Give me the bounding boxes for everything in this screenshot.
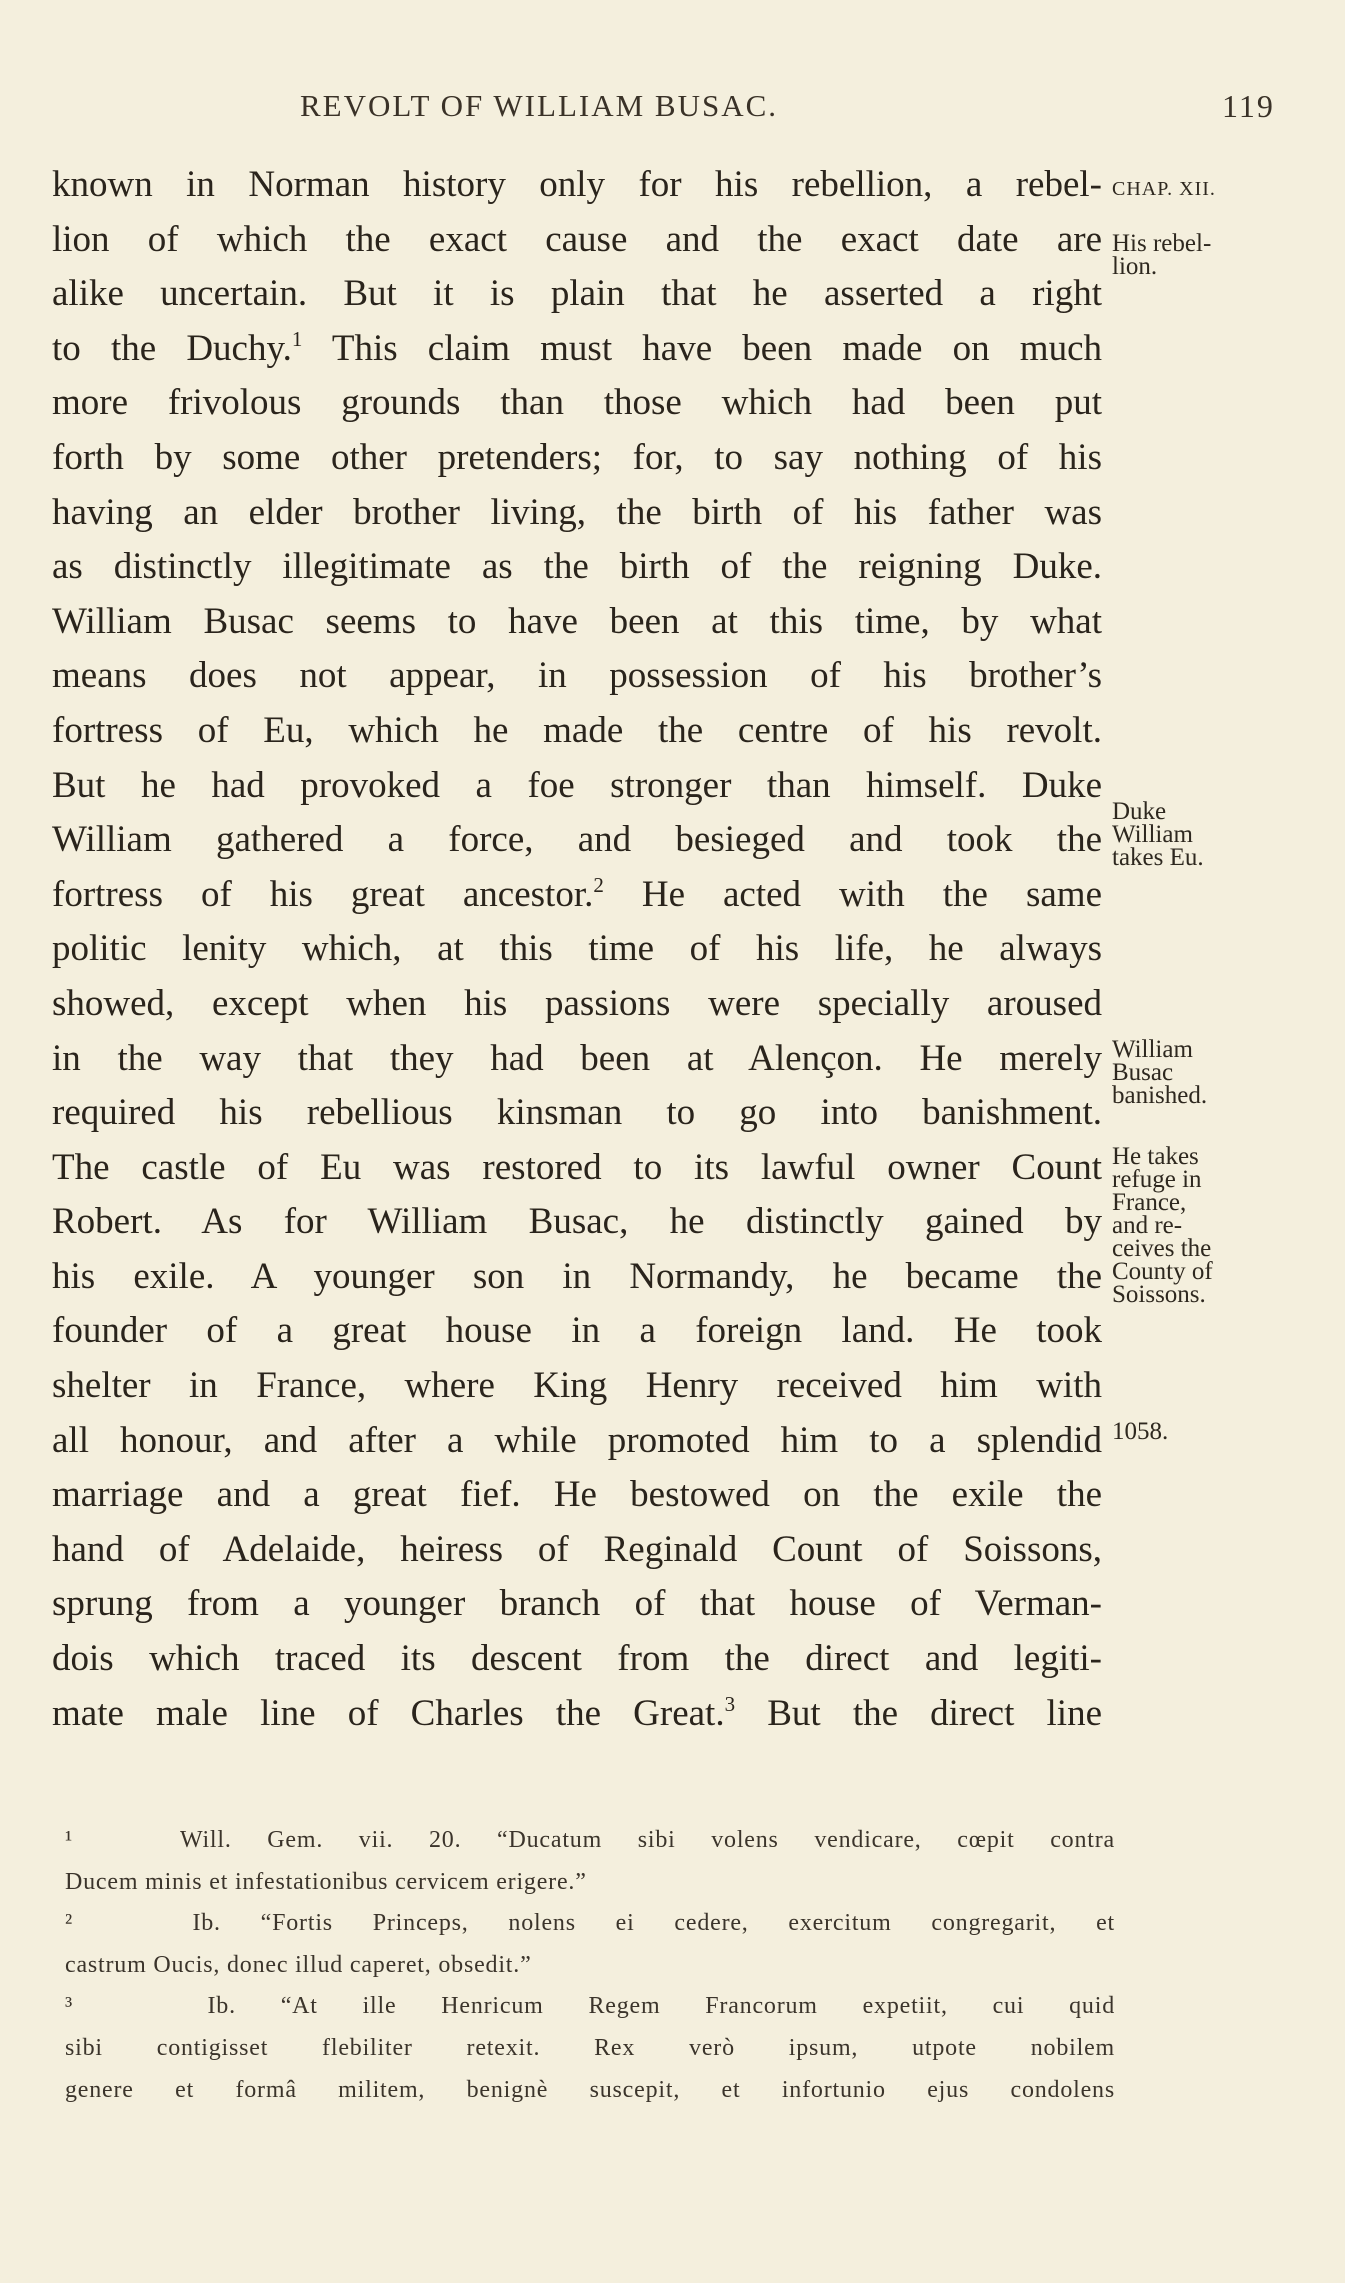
footnote-1-continued: Ducem minis et infestationibus cervicem erigere.”: [65, 1868, 587, 1895]
footnotes: [65, 1820, 1115, 2111]
page-number: 119: [1222, 88, 1275, 124]
margin-note-busac-banished: William Busac banished.: [1112, 1036, 1208, 1109]
footnote-3: [65, 1986, 1115, 2028]
text-line: [52, 1687, 1102, 1742]
margin-note-chapter: CHAP. XII.: [1112, 178, 1216, 200]
text-line: known in Norman history only for his rebellion, a rebel-: [52, 164, 1102, 205]
text-line: means does not appear, in possession of his brother’s: [52, 655, 1102, 697]
footnote-text: Will. Gem. vii. 20. “Ducatum sibi volens vendicare, cœpit contra: [179, 1827, 1115, 1853]
text-line: marriage and a great fief. He bestowed on the exile the: [52, 1474, 1102, 1516]
footnote-3-continued: sibi contigisset flebiliter retexit. Rex verò ipsum, utpote nobilem: [65, 2034, 1115, 2061]
text-line: [52, 322, 1102, 377]
text-line: But he had provoked a foe stronger than himself. Duke: [52, 764, 1102, 806]
footnote-3-continued: genere et formâ militem, benignè suscepit, et infortunio ejus condolens: [65, 2076, 1115, 2103]
footnote-text: Ib. “Fortis Princeps, nolens ei cedere, exercitum congregarit, et: [192, 1910, 1115, 1937]
footnote-ref-3: 3: [724, 1691, 736, 1716]
text-line: Robert. As for William Busac, he distinctly gained by: [52, 1201, 1102, 1243]
footnote-2-continued: castrum Oucis, donec illud caperet, obsedit.”: [65, 1951, 532, 1978]
margin-note-rebellion: His rebel- lion.: [1112, 230, 1212, 280]
text-line: forth by some other pretenders; for, to say nothing of his: [52, 436, 1102, 478]
text-line: William Busac seems to have been at this time, by what: [52, 600, 1102, 642]
text-line: showed, except when his passions were specially aroused: [52, 982, 1102, 1024]
text-line: lion of which the exact cause and the exact date are: [52, 218, 1102, 260]
text-fragment: fortress of his great ancestor.: [52, 873, 594, 915]
text-line: shelter in France, where King Henry received him with: [52, 1365, 1102, 1407]
text-fragment: He acted with the same: [641, 873, 1102, 915]
footnote-marker: ¹: [65, 1827, 73, 1853]
footnote-1: [65, 1820, 1115, 1862]
footnote-marker: ³: [65, 1993, 73, 2020]
margin-note-year: 1058.: [1112, 1418, 1169, 1445]
running-title: REVOLT OF WILLIAM BUSAC.: [300, 88, 779, 123]
text-line: sprung from a younger branch of that house of Verman-: [52, 1583, 1102, 1625]
footnote-ref-2: 2: [593, 872, 604, 897]
text-line: required his rebellious kinsman to go into banishment.: [52, 1092, 1102, 1134]
text-line: [52, 868, 1102, 923]
footnote-text: Ib. “At ille Henricum Regem Francorum expetiit, cui quid: [207, 1993, 1115, 2020]
text-line: more frivolous grounds than those which had been put: [52, 382, 1102, 424]
text-line: his exile. A younger son in Normandy, he became the: [52, 1255, 1102, 1297]
text-line: having an elder brother living, the birth of his father was: [52, 491, 1102, 533]
text-fragment: This claim must have been made on much: [331, 327, 1102, 369]
footnote-marker: ²: [65, 1910, 73, 1937]
text-line: founder of a great house in a foreign land. He took: [52, 1310, 1102, 1352]
text-fragment: to the Duchy.: [52, 327, 292, 369]
text-line: all honour, and after a while promoted him to a splendid: [52, 1419, 1102, 1461]
text-fragment: But the direct line: [767, 1692, 1102, 1734]
footnote-2: [65, 1903, 1115, 1945]
text-fragment: mate male line of Charles the Great.: [52, 1692, 725, 1734]
text-line: hand of Adelaide, heiress of Reginald Count of Soissons,: [52, 1528, 1102, 1570]
body-text: [52, 158, 1102, 1741]
margin-note-duke-takes-eu: Duke William takes Eu.: [1112, 798, 1204, 871]
text-line: politic lenity which, at this time of his life, he always: [52, 928, 1102, 970]
text-line: dois which traced its descent from the direct and legiti-: [52, 1638, 1102, 1680]
text-line: fortress of Eu, which he made the centre of his revolt.: [52, 709, 1102, 751]
text-line: as distinctly illegitimate as the birth of the reigning Duke.: [52, 546, 1102, 588]
page-header: [0, 88, 1345, 128]
footnote-ref-1: 1: [291, 326, 303, 351]
margin-note-refuge-france: He takes refuge in France, and re- ceives the County of Soissons.: [1112, 1143, 1213, 1308]
text-line: William gathered a force, and besieged and took the: [52, 819, 1102, 861]
text-line: in the way that they had been at Alençon. He merely: [52, 1037, 1102, 1079]
text-line: alike uncertain. But it is plain that he asserted a right: [52, 273, 1102, 315]
text-line: The castle of Eu was restored to its lawful owner Count: [52, 1146, 1102, 1188]
